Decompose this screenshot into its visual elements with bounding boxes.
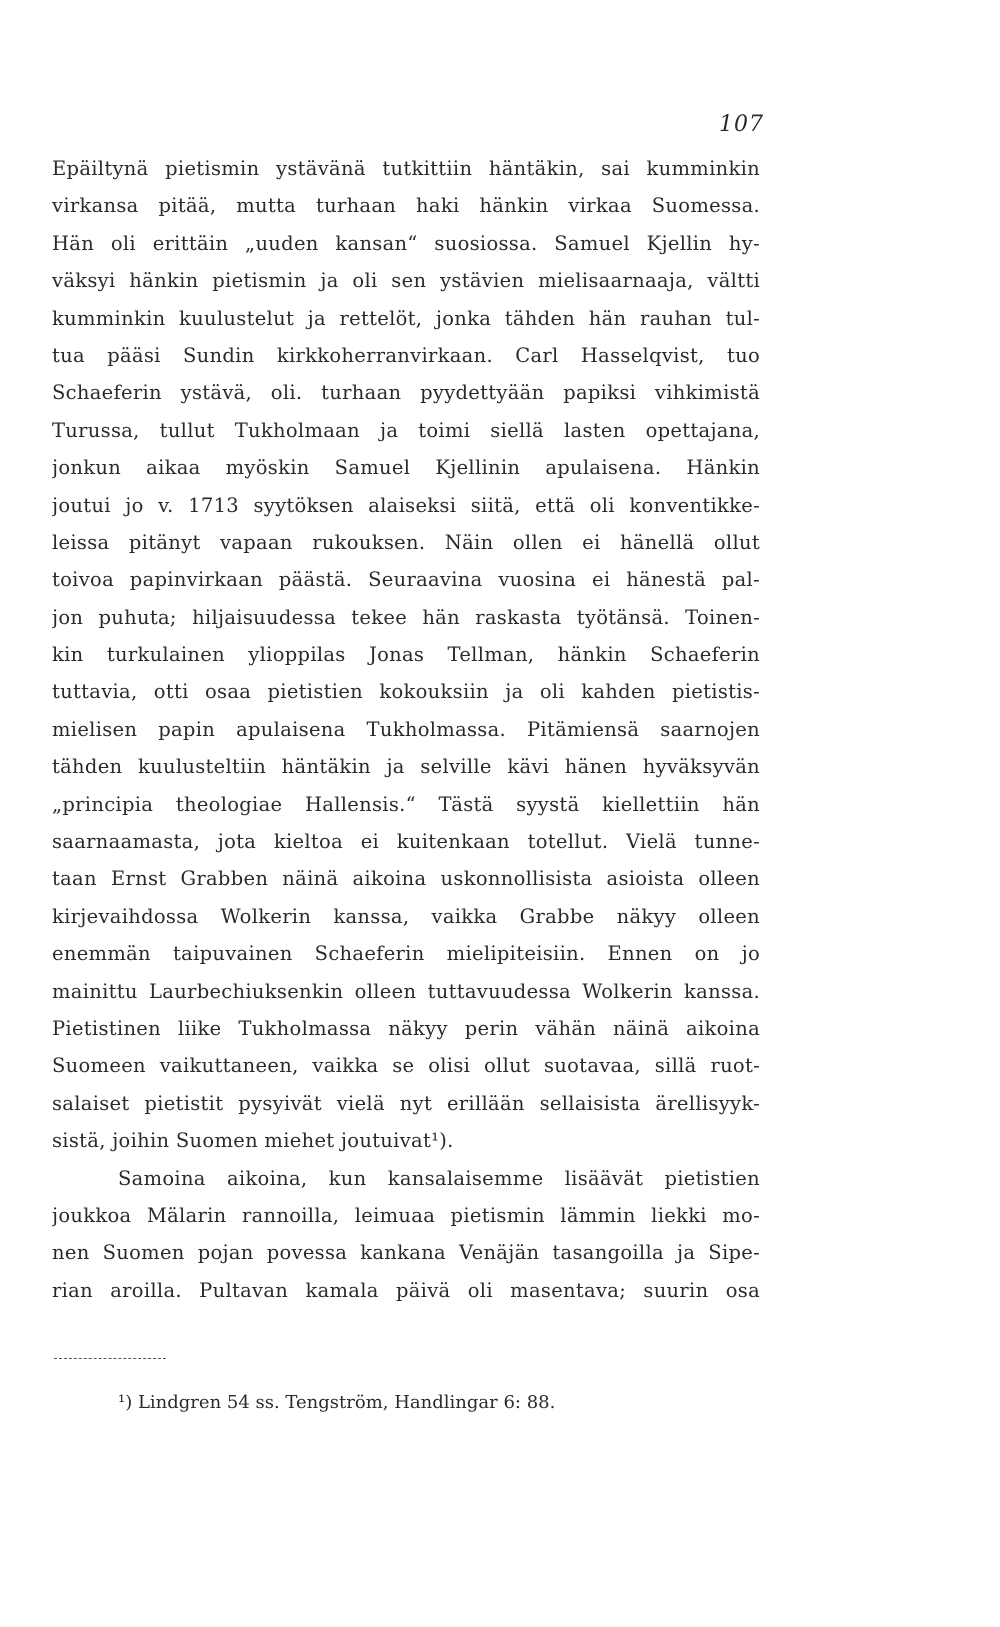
text-line: Schaeferin ystävä, oli. turhaan pyydettyään papiksi vihkimistä: [52, 381, 760, 405]
text-line: enemmän taipuvainen Schaeferin mielipiteisiin. Ennen on jo: [52, 942, 760, 966]
text-line: jon puhuta; hiljaisuudessa tekee hän raskasta työtänsä. Toinen-: [52, 605, 760, 629]
text-line: jonkun aikaa myöskin Samuel Kjellinin apulaisena. Hänkin: [52, 456, 760, 480]
text-line: salaiset pietistit pysyivät vielä nyt erillään sellaisista ärellisyyk-: [52, 1091, 760, 1115]
text-line: Samoina aikoina, kun kansalaisemme lisäävät pietistien: [118, 1166, 760, 1190]
text-line: saarnaamasta, jota kieltoa ei kuitenkaan totellut. Vielä tunne-: [52, 830, 760, 854]
text-line: kin turkulainen ylioppilas Jonas Tellman, hänkin Schaeferin: [52, 643, 760, 667]
page-number: 107: [719, 112, 764, 137]
footnote-divider: [54, 1358, 166, 1359]
text-line: Suomeen vaikuttaneen, vaikka se olisi ollut suotavaa, sillä ruot-: [52, 1054, 760, 1078]
text-line: toivoa papinvirkaan päästä. Seuraavina vuosina ei hänestä pal-: [52, 568, 760, 592]
text-line: joukkoa Mälarin rannoilla, leimuaa pietismin lämmin liekki mo-: [52, 1203, 760, 1227]
text-line: sistä, joihin Suomen miehet joutuivat¹).: [52, 1129, 454, 1153]
text-line: Pietistinen liike Tukholmassa näkyy perin vähän näinä aikoina: [52, 1016, 760, 1040]
text-line: mielisen papin apulaisena Tukholmassa. Pitämiensä saarnojen: [52, 717, 760, 741]
text-line: Epäiltynä pietismin ystävänä tutkittiin häntäkin, sai kumminkin: [52, 157, 760, 180]
text-line: virkansa pitää, mutta turhaan haki hänkin virkaa Suomessa.: [52, 194, 760, 218]
text-line: taan Ernst Grabben näinä aikoina uskonnollisista asioista olleen: [52, 867, 760, 891]
text-line: „principia theologiae Hallensis.“ Tästä syystä kiellettiin hän: [52, 792, 760, 816]
text-line: rian aroilla. Pultavan kamala päivä oli masentava; suurin osa: [52, 1278, 760, 1302]
body-text: [52, 150, 760, 1309]
text-line: väksyi hänkin pietismin ja oli sen ystävien mielisaarnaaja, vältti: [52, 269, 760, 293]
text-line: Hän oli erittäin „uuden kansan“ suosiossa. Samuel Kjellin hy-: [52, 231, 760, 255]
text-line: Turussa, tullut Tukholmaan ja toimi siellä lasten opettajana,: [52, 418, 760, 442]
text-line: joutui jo v. 1713 syytöksen alaiseksi siitä, että oli konventikke-: [52, 493, 760, 517]
text-line: tuttavia, otti osaa pietistien kokouksiin ja oli kahden pietistis-: [52, 680, 760, 704]
text-line: kirjevaihdossa Wolkerin kanssa, vaikka Grabbe näkyy olleen: [52, 904, 760, 928]
text-line: tua pääsi Sundin kirkkoherranvirkaan. Carl Hasselqvist, tuo: [52, 343, 760, 367]
text-line: leissa pitänyt vapaan rukouksen. Näin ollen ei hänellä ollut: [52, 530, 760, 554]
text-line: mainittu Laurbechiuksenkin olleen tuttavuudessa Wolkerin kanssa.: [52, 979, 760, 1003]
footnote: ¹) Lindgren 54 ss. Tengström, Handlingar 6: 88.: [118, 1392, 556, 1413]
text-line: nen Suomen pojan povessa kankana Venäjän tasangoilla ja Sipe-: [52, 1241, 760, 1265]
text-line: kumminkin kuulustelut ja rettelöt, jonka tähden hän rauhan tul-: [52, 306, 760, 330]
text-line: tähden kuulusteltiin häntäkin ja selville kävi hänen hyväksyvän: [52, 755, 760, 779]
